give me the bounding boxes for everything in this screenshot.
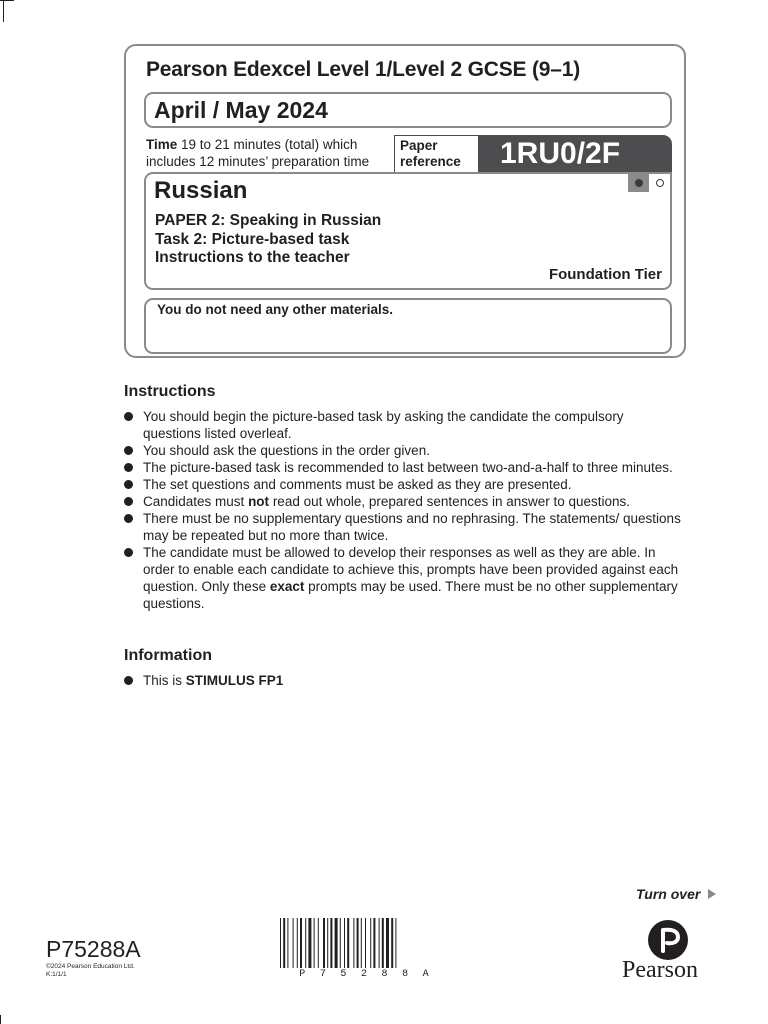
tier-indicator bbox=[628, 174, 670, 192]
exam-session: April / May 2024 bbox=[154, 97, 328, 123]
barcode-bar bbox=[283, 918, 285, 968]
barcode-digit: 7 bbox=[319, 969, 326, 980]
list-item bbox=[124, 442, 684, 459]
barcode-bar bbox=[300, 918, 302, 968]
barcode-digit: A bbox=[422, 969, 429, 980]
materials-box bbox=[144, 298, 672, 354]
barcode-bar bbox=[347, 918, 349, 968]
paper-reference-label-line-1: Paper bbox=[400, 138, 438, 153]
list-item bbox=[124, 510, 684, 544]
paper-reference-label bbox=[394, 135, 480, 173]
paper-code: P75288A bbox=[46, 936, 141, 962]
bullet-icon bbox=[124, 463, 133, 472]
subject-name: Russian bbox=[154, 177, 248, 204]
barcode-bar bbox=[395, 918, 396, 968]
instruction-text: You should begin the picture-based task by asking the candidate the compulsory questions listed overleaf. bbox=[143, 409, 624, 441]
barcode-bar bbox=[335, 918, 338, 968]
barcode-bar bbox=[340, 918, 341, 968]
copyright-line-1: ©2024 Pearson Education Ltd. bbox=[46, 963, 135, 970]
instruction-emphasis: exact bbox=[269, 579, 305, 594]
barcode-bar bbox=[391, 918, 393, 968]
instruction-text: There must be no supplementary questions and no rephrasing. The statements/ questions may be repeated but no more than twice. bbox=[143, 511, 681, 543]
stimulus-code: STIMULUS FP1 bbox=[185, 673, 284, 688]
hollow-dot-icon bbox=[656, 179, 664, 187]
crop-mark bbox=[0, 1015, 1, 1024]
qualification-title: Pearson Edexcel Level 1/Level 2 GCSE (9–1) bbox=[146, 58, 580, 81]
paper-title: Speaking in Russian bbox=[225, 212, 382, 229]
audience-title: Instructions to the teacher bbox=[155, 249, 350, 266]
tier-name: Foundation Tier bbox=[548, 266, 662, 283]
barcode-bar bbox=[327, 918, 328, 968]
copyright-line-2: K:1/1/1 bbox=[46, 971, 67, 978]
task-title: Task 2: Picture-based task bbox=[155, 230, 350, 248]
information-list bbox=[124, 672, 684, 689]
barcode-graphic bbox=[278, 918, 450, 968]
instruction-text: The set questions and comments must be asked as they are presented. bbox=[143, 477, 572, 492]
turn-over-link[interactable] bbox=[636, 886, 716, 902]
barcode-bar bbox=[297, 918, 298, 968]
barcode-bar bbox=[386, 918, 389, 968]
barcode-digit: 8 bbox=[381, 969, 388, 980]
time-text-line-1: 19 to 21 minutes (total) which bbox=[177, 137, 358, 152]
barcode-bar bbox=[373, 918, 375, 968]
time-allowance bbox=[146, 136, 369, 170]
barcode-bar bbox=[361, 918, 362, 968]
barcode-bar bbox=[330, 918, 332, 968]
barcode-bar bbox=[318, 918, 319, 968]
instruction-text: The picture-based task is recommended to last between two-and-a-half to three minutes. bbox=[143, 460, 673, 475]
bullet-icon bbox=[124, 412, 133, 421]
instruction-text: You should ask the questions in the order given. bbox=[143, 443, 430, 458]
time-text-line-2: includes 12 minutes’ preparation time bbox=[146, 154, 370, 169]
bullet-icon bbox=[124, 548, 133, 557]
information-heading: Information bbox=[124, 647, 212, 664]
solid-dot-icon bbox=[635, 179, 643, 187]
barcode-bar bbox=[344, 918, 345, 968]
instructions-heading: Instructions bbox=[124, 383, 216, 400]
barcode-bar bbox=[353, 918, 354, 968]
list-item bbox=[124, 672, 684, 689]
paper-reference-code: 1RU0/2F bbox=[478, 135, 672, 173]
barcode-digit: 2 bbox=[360, 969, 367, 980]
instruction-text: The candidate must be allowed to develop their responses as well as they are able. In order to enable each candidate to achieve this, prompts have been provided against each question. Only these bbox=[143, 545, 679, 594]
turn-over-label: Turn over bbox=[636, 886, 701, 902]
barcode-bar bbox=[280, 918, 281, 968]
barcode-bar bbox=[305, 918, 306, 968]
pearson-logo-icon bbox=[648, 920, 688, 960]
barcode-bar bbox=[370, 918, 371, 968]
instruction-text: prompts may be used. There must be no other supplementary questions. bbox=[143, 579, 678, 611]
list-item bbox=[124, 408, 684, 442]
subject-box bbox=[144, 172, 672, 290]
bullet-icon bbox=[124, 446, 133, 455]
barcode-digits bbox=[278, 969, 450, 980]
bullet-icon bbox=[124, 676, 133, 685]
crop-mark bbox=[3, 0, 4, 22]
list-item bbox=[124, 476, 684, 493]
pearson-logo-wordmark: Pearson bbox=[622, 957, 698, 983]
barcode-bar bbox=[293, 918, 294, 968]
cover-header-box bbox=[124, 44, 686, 358]
instruction-text: read out whole, prepared sentences in answer to questions. bbox=[269, 494, 631, 509]
instruction-text: Candidates must bbox=[143, 494, 249, 509]
paper-details bbox=[155, 212, 381, 268]
barcode-bar bbox=[382, 918, 384, 968]
barcode-digit: 8 bbox=[402, 969, 409, 980]
arrow-right-icon bbox=[708, 889, 716, 899]
materials-note: You do not need any other materials. bbox=[157, 302, 394, 317]
session-box bbox=[144, 92, 672, 128]
paper-label: PAPER 2: bbox=[155, 212, 226, 229]
barcode-bar bbox=[323, 918, 325, 968]
time-label: Time bbox=[146, 137, 178, 152]
instruction-emphasis: not bbox=[248, 494, 270, 509]
list-item bbox=[124, 459, 684, 476]
copyright-notice bbox=[46, 963, 135, 979]
barcode-bar bbox=[379, 918, 380, 968]
bullet-icon bbox=[124, 497, 133, 506]
bullet-icon bbox=[124, 480, 133, 489]
list-item bbox=[124, 544, 684, 612]
bullet-icon bbox=[124, 514, 133, 523]
tier-dot-cell-empty bbox=[649, 174, 670, 192]
list-item bbox=[124, 493, 684, 510]
tier-dot-cell-filled bbox=[628, 174, 649, 192]
barcode-bar bbox=[308, 918, 311, 968]
barcode-bar bbox=[365, 918, 366, 968]
barcode-bar bbox=[314, 918, 315, 968]
instructions-list bbox=[124, 408, 684, 612]
barcode-bar bbox=[287, 918, 288, 968]
barcode-bar bbox=[357, 918, 359, 968]
barcode-digit: P bbox=[299, 969, 306, 980]
paper-reference-label-line-2: reference bbox=[400, 154, 461, 169]
barcode-digit: 5 bbox=[340, 969, 347, 980]
information-text: This is bbox=[143, 673, 186, 688]
